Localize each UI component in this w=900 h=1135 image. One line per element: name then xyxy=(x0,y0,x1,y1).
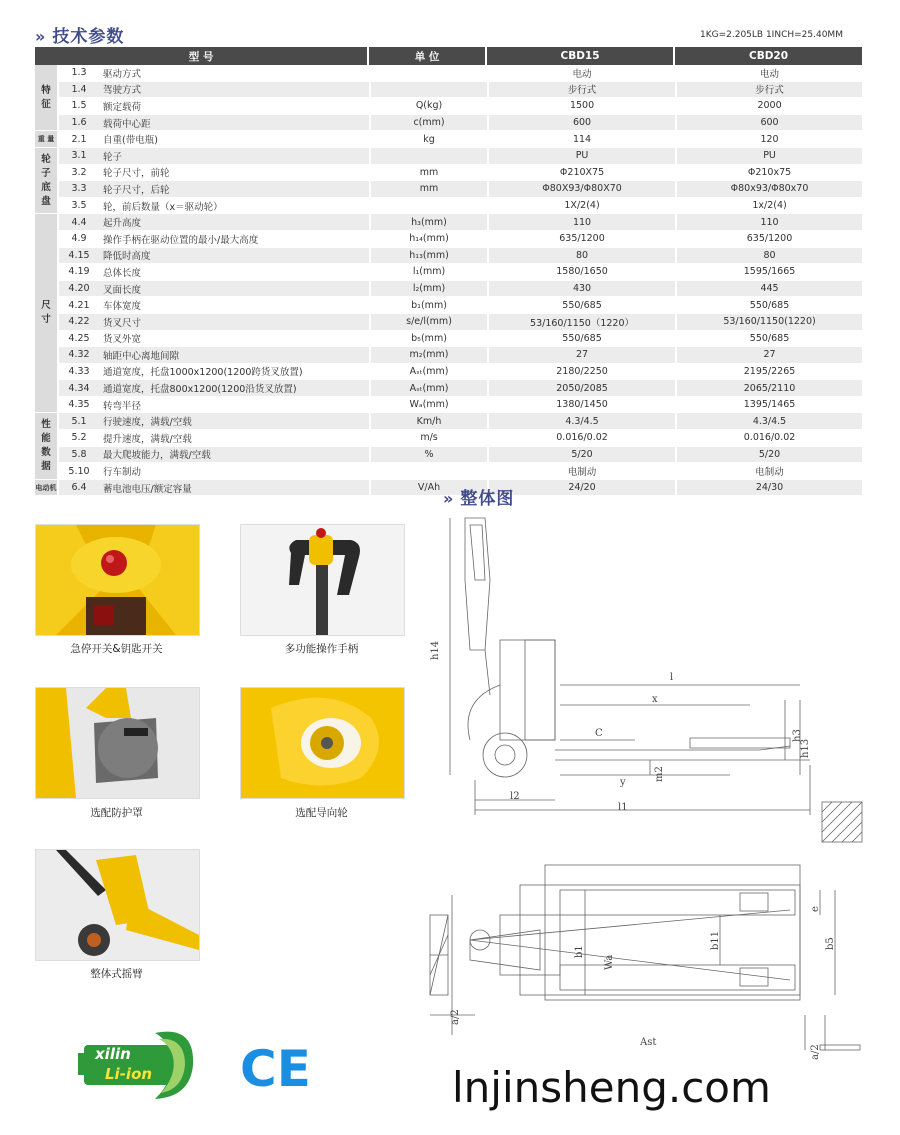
row-value-cbd15: 1380/1450 xyxy=(487,397,675,414)
row-unit: h₃(mm) xyxy=(369,214,487,231)
row-unit: b₁(mm) xyxy=(369,297,487,314)
table-row xyxy=(35,248,862,265)
label-ast: Ast xyxy=(640,1037,657,1048)
table-row xyxy=(35,380,862,397)
table-row xyxy=(35,198,862,215)
table-row xyxy=(35,131,862,148)
table-row xyxy=(35,331,862,348)
row-unit: mm xyxy=(369,181,487,198)
caption-swing-arm: 整体式摇臂 xyxy=(90,968,143,980)
double-chevron-icon: » xyxy=(443,489,455,508)
row-value-cbd20: 电制动 xyxy=(675,463,862,480)
row-code: 3.2 xyxy=(59,165,99,182)
row-name: 额定载荷 xyxy=(99,98,369,115)
table-row xyxy=(35,430,862,447)
header-col2: CBD20 xyxy=(675,47,862,65)
row-code: 1.3 xyxy=(59,65,99,82)
group-label: 性 能 数 据 xyxy=(35,413,59,479)
group-label: 重 量 xyxy=(35,131,59,148)
units-note: 1KG=2.205LB 1INCH=25.40MM xyxy=(700,30,843,40)
row-unit: b₅(mm) xyxy=(369,331,487,348)
row-value-cbd20: 2195/2265 xyxy=(675,364,862,381)
row-unit: h₁₄(mm) xyxy=(369,231,487,248)
row-unit xyxy=(369,463,487,480)
side-drive-wheel xyxy=(483,733,527,777)
row-unit: l₁(mm) xyxy=(369,264,487,281)
row-code: 4.21 xyxy=(59,297,99,314)
row-code: 4.9 xyxy=(59,231,99,248)
overall-drawing xyxy=(430,510,870,1060)
row-code: 4.4 xyxy=(59,214,99,231)
spec-table-header xyxy=(35,47,862,65)
row-value-cbd20: PU xyxy=(675,148,862,165)
photo-handle xyxy=(240,524,405,636)
row-name: 轴距中心离地间隙 xyxy=(99,347,369,364)
row-code: 4.22 xyxy=(59,314,99,331)
xilin-li-ion-logo xyxy=(75,1025,200,1105)
table-row xyxy=(35,447,862,464)
label-h14: h14 xyxy=(430,640,441,660)
row-code: 4.15 xyxy=(59,248,99,265)
caption-guard: 选配防护罩 xyxy=(90,807,143,819)
caption-handle: 多功能操作手柄 xyxy=(284,643,359,655)
row-unit: Wₐ(mm) xyxy=(369,397,487,414)
row-code: 4.34 xyxy=(59,380,99,397)
table-row xyxy=(35,413,862,430)
row-code: 1.6 xyxy=(59,115,99,132)
row-name: 轮子 xyxy=(99,148,369,165)
row-code: 4.25 xyxy=(59,331,99,348)
row-unit: % xyxy=(369,447,487,464)
row-value-cbd20: 步行式 xyxy=(675,82,862,99)
row-name: 转弯半径 xyxy=(99,397,369,414)
row-value-cbd20: 2065/2110 xyxy=(675,380,862,397)
row-value-cbd15: 430 xyxy=(487,281,675,298)
table-row xyxy=(35,314,862,331)
label-h13: h13 xyxy=(800,738,811,758)
row-value-cbd15: 步行式 xyxy=(487,82,675,99)
row-name: 总体长度 xyxy=(99,264,369,281)
table-row xyxy=(35,165,862,182)
label-y: y xyxy=(620,777,626,788)
row-value-cbd15: 110 xyxy=(487,214,675,231)
row-code: 3.5 xyxy=(59,198,99,215)
row-name: 驱动方式 xyxy=(99,65,369,82)
xilin-logo-text-top: xilin xyxy=(95,1045,131,1063)
group-label: 特 征 xyxy=(35,65,59,131)
row-value-cbd20: 4.3/4.5 xyxy=(675,413,862,430)
table-row xyxy=(35,115,862,132)
row-code: 4.35 xyxy=(59,397,99,414)
label-b1: b1 xyxy=(574,945,585,958)
caption-emergency-stop: 急停开关&钥匙开关 xyxy=(70,643,163,655)
footer-url: lnjinsheng.com xyxy=(452,1063,771,1112)
side-handle xyxy=(465,518,490,650)
photo-emergency-stop xyxy=(35,524,200,636)
row-code: 6.4 xyxy=(59,480,99,497)
label-l1: l1 xyxy=(618,802,628,813)
table-row xyxy=(35,297,862,314)
row-unit: V/Ah xyxy=(369,480,487,497)
row-value-cbd15: 114 xyxy=(487,131,675,148)
side-body xyxy=(500,640,555,740)
row-name: 最大爬坡能力，满载/空载 xyxy=(99,447,369,464)
row-code: 4.20 xyxy=(59,281,99,298)
label-b5: b5 xyxy=(825,937,836,950)
table-row xyxy=(35,364,862,381)
row-value-cbd20: 5/20 xyxy=(675,447,862,464)
row-code: 5.1 xyxy=(59,413,99,430)
row-unit xyxy=(369,148,487,165)
row-value-cbd15: PU xyxy=(487,148,675,165)
label-l2: l2 xyxy=(510,791,520,802)
label-x: x xyxy=(652,694,658,705)
row-value-cbd15: 27 xyxy=(487,347,675,364)
row-name: 操作手柄在驱动位置的最小/最大高度 xyxy=(99,231,369,248)
row-unit: Aₛₜ(mm) xyxy=(369,364,487,381)
label-a2-right: a/2 xyxy=(810,1044,821,1060)
row-unit: mm xyxy=(369,165,487,182)
row-code: 5.2 xyxy=(59,430,99,447)
row-code: 5.10 xyxy=(59,463,99,480)
row-name: 行驶速度，满载/空载 xyxy=(99,413,369,430)
row-value-cbd20: Φ210x75 xyxy=(675,165,862,182)
row-name: 自重(带电瓶) xyxy=(99,131,369,148)
table-row xyxy=(35,82,862,99)
row-name: 通道宽度，托盘1000x1200(1200跨货叉放置) xyxy=(99,364,369,381)
table-row xyxy=(35,65,862,82)
group-label: 尺 寸 xyxy=(35,214,59,413)
table-row xyxy=(35,98,862,115)
row-value-cbd15: 电制动 xyxy=(487,463,675,480)
row-unit: Q(kg) xyxy=(369,98,487,115)
xilin-logo-text-bottom: Li-ion xyxy=(105,1065,153,1083)
row-name: 行车制动 xyxy=(99,463,369,480)
row-value-cbd15: Φ80X93/Φ80X70 xyxy=(487,181,675,198)
row-value-cbd15: 550/685 xyxy=(487,297,675,314)
row-unit: m₂(mm) xyxy=(369,347,487,364)
row-value-cbd20: 550/685 xyxy=(675,297,862,314)
row-value-cbd15: 1X/2(4) xyxy=(487,198,675,215)
row-value-cbd20: 80 xyxy=(675,248,862,265)
row-value-cbd15: 550/685 xyxy=(487,331,675,348)
row-unit: s/e/l(mm) xyxy=(369,314,487,331)
table-row xyxy=(35,347,862,364)
row-unit: c(mm) xyxy=(369,115,487,132)
row-name: 降低时高度 xyxy=(99,248,369,265)
row-value-cbd20: 53/160/1150(1220) xyxy=(675,314,862,331)
row-name: 提升速度，满载/空载 xyxy=(99,430,369,447)
row-code: 2.1 xyxy=(59,131,99,148)
row-unit: l₂(mm) xyxy=(369,281,487,298)
row-name: 蓄电池电压/额定容量 xyxy=(99,480,369,497)
label-l: l xyxy=(670,672,674,683)
group-label: 轮 子 底 盘 xyxy=(35,148,59,214)
row-unit: Aₛₜ(mm) xyxy=(369,380,487,397)
row-value-cbd20: 1x/2(4) xyxy=(675,198,862,215)
caption-guide-wheel: 选配导向轮 xyxy=(295,807,348,819)
photo-swing-arm xyxy=(35,849,200,961)
row-value-cbd20: 600 xyxy=(675,115,862,132)
label-c: C xyxy=(595,728,603,739)
row-value-cbd20: 2000 xyxy=(675,98,862,115)
row-name: 载荷中心距 xyxy=(99,115,369,132)
table-row xyxy=(35,463,862,480)
table-row xyxy=(35,397,862,414)
row-unit: h₁₃(mm) xyxy=(369,248,487,265)
row-unit xyxy=(369,82,487,99)
label-wa: Wa xyxy=(604,954,615,970)
spec-table xyxy=(35,47,862,496)
row-value-cbd15: 2180/2250 xyxy=(487,364,675,381)
header-unit: 单 位 xyxy=(369,47,487,65)
section-title-overview: » 整体图 xyxy=(443,489,515,509)
row-value-cbd20: 110 xyxy=(675,214,862,231)
row-value-cbd20: 电动 xyxy=(675,65,862,82)
row-name: 起升高度 xyxy=(99,214,369,231)
row-value-cbd20: 1595/1665 xyxy=(675,264,862,281)
row-value-cbd15: 1500 xyxy=(487,98,675,115)
row-value-cbd15: 24/20 xyxy=(487,480,675,497)
row-value-cbd15: 2050/2085 xyxy=(487,380,675,397)
row-name: 货叉外宽 xyxy=(99,331,369,348)
row-unit xyxy=(369,65,487,82)
table-row xyxy=(35,264,862,281)
row-value-cbd15: Φ210X75 xyxy=(487,165,675,182)
row-value-cbd20: 445 xyxy=(675,281,862,298)
row-code: 4.33 xyxy=(59,364,99,381)
table-row xyxy=(35,181,862,198)
label-a2-left: a/2 xyxy=(450,1009,461,1025)
row-name: 车体宽度 xyxy=(99,297,369,314)
group-label: 电动机 xyxy=(35,480,59,497)
row-value-cbd15: 5/20 xyxy=(487,447,675,464)
photo-guide-wheel xyxy=(240,687,405,799)
row-value-cbd20: 1395/1465 xyxy=(675,397,862,414)
row-code: 1.5 xyxy=(59,98,99,115)
row-value-cbd15: 0.016/0.02 xyxy=(487,430,675,447)
row-code: 4.19 xyxy=(59,264,99,281)
row-value-cbd15: 635/1200 xyxy=(487,231,675,248)
row-code: 3.1 xyxy=(59,148,99,165)
row-name: 轮子尺寸，前轮 xyxy=(99,165,369,182)
row-name: 叉面长度 xyxy=(99,281,369,298)
label-b11: b11 xyxy=(710,930,721,950)
row-name: 轮子尺寸，后轮 xyxy=(99,181,369,198)
row-value-cbd20: 550/685 xyxy=(675,331,862,348)
ce-mark-logo: CE xyxy=(240,1040,311,1098)
row-name: 货叉尺寸 xyxy=(99,314,369,331)
row-code: 1.4 xyxy=(59,82,99,99)
row-name: 通道宽度，托盘800x1200(1200沿货叉放置) xyxy=(99,380,369,397)
row-code: 5.8 xyxy=(59,447,99,464)
header-model: 型 号 xyxy=(35,47,369,65)
row-value-cbd15: 电动 xyxy=(487,65,675,82)
label-h3: h3 xyxy=(792,729,803,742)
section-title-specs: » 技术参数 xyxy=(35,27,125,47)
row-value-cbd20: 24/30 xyxy=(675,480,862,497)
label-m2: m2 xyxy=(654,766,665,782)
row-name: 轮，前后数量（x＝驱动轮） xyxy=(99,198,369,215)
row-unit: kg xyxy=(369,131,487,148)
row-value-cbd20: Φ80x93/Φ80x70 xyxy=(675,181,862,198)
table-row xyxy=(35,281,862,298)
row-value-cbd20: 635/1200 xyxy=(675,231,862,248)
row-value-cbd20: 120 xyxy=(675,131,862,148)
row-unit: Km/h xyxy=(369,413,487,430)
row-value-cbd15: 600 xyxy=(487,115,675,132)
photo-guard xyxy=(35,687,200,799)
table-row xyxy=(35,148,862,165)
header-col1: CBD15 xyxy=(487,47,675,65)
row-name: 驾驶方式 xyxy=(99,82,369,99)
table-row xyxy=(35,214,862,231)
row-value-cbd20: 0.016/0.02 xyxy=(675,430,862,447)
row-value-cbd15: 80 xyxy=(487,248,675,265)
row-value-cbd15: 53/160/1150（1220） xyxy=(487,314,675,331)
row-code: 3.3 xyxy=(59,181,99,198)
label-e: e xyxy=(810,906,821,912)
row-value-cbd20: 27 xyxy=(675,347,862,364)
row-unit xyxy=(369,198,487,215)
row-value-cbd15: 1580/1650 xyxy=(487,264,675,281)
double-chevron-icon: » xyxy=(35,27,47,46)
row-code: 4.32 xyxy=(59,347,99,364)
row-unit: m/s xyxy=(369,430,487,447)
row-value-cbd15: 4.3/4.5 xyxy=(487,413,675,430)
table-row xyxy=(35,231,862,248)
